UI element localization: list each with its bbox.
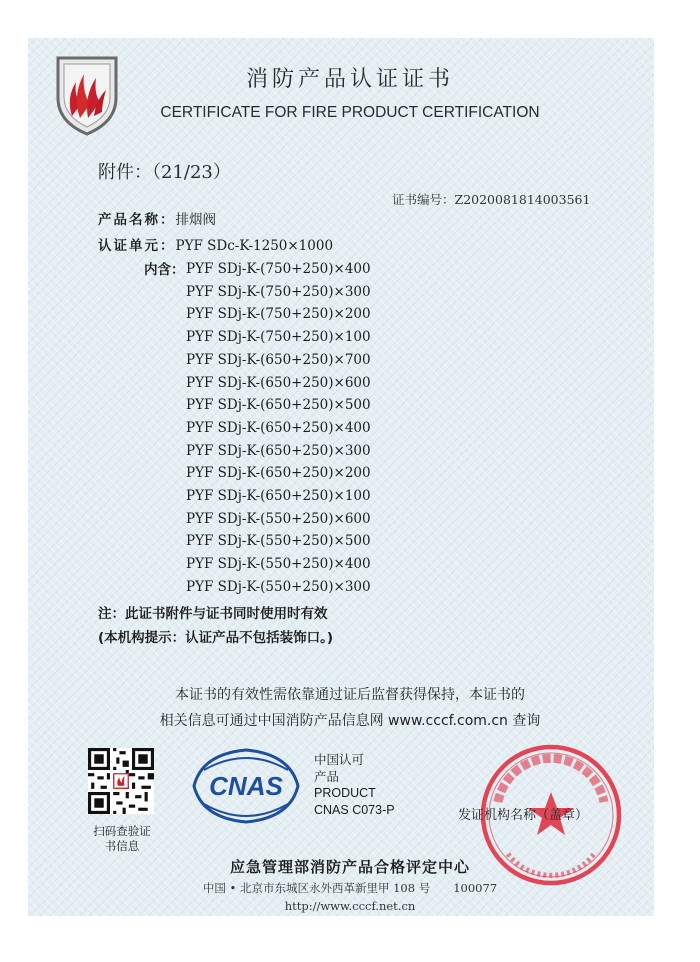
qr-code-icon [88, 748, 154, 814]
address: 中国 • 北京市东城区永外西革新里甲 108 号 100077 [202, 881, 498, 895]
cnas-line-4: CNAS C073-P [314, 802, 395, 817]
product-name-row [98, 208, 216, 228]
list-item: PYF SDj-K-(550+250)×600 [186, 510, 371, 527]
list-item: PYF SDj-K-(750+250)×400 [186, 261, 371, 277]
cnas-line-1: 中国认可 [314, 753, 365, 767]
issuing-organization: 应急管理部消防产品合格评定中心 [229, 858, 470, 876]
list-item: PYF SDj-K-(750+250)×100 [186, 329, 371, 346]
list-item: PYF SDj-K-(550+250)×400 [186, 556, 371, 573]
note-line-2: (本机构提示：认证产品不包括装饰口。) [98, 630, 334, 646]
validity-line-2: 相关信息可通过中国消防产品信息网 www.cccf.com.cn 查询 [159, 713, 541, 729]
product-name-label: 产品名称： [98, 212, 176, 228]
list-item: PYF SDj-K-(550+250)×300 [186, 578, 371, 595]
website-url: http://www.cccf.net.cn [284, 899, 416, 913]
note-line-1: 注：此证书附件与证书同时使用时有效 [98, 606, 328, 622]
list-item: PYF SDj-K-(550+250)×500 [186, 533, 371, 550]
cnas-line-2: 产品 [314, 769, 340, 784]
qr-caption: 扫码查验证书信息 [93, 824, 151, 853]
cert-unit-row [98, 234, 333, 254]
list-item: PYF SDj-K-(650+250)×700 [186, 351, 371, 368]
cert-unit-label: 认证单元： [98, 238, 176, 254]
list-item: PYF SDj-K-(650+250)×600 [186, 374, 371, 391]
contains-label: 内含： [144, 262, 185, 278]
certificate-number-label: 证书编号： [392, 192, 455, 207]
cnas-line-3: PRODUCT [314, 786, 376, 800]
certificate-number [392, 190, 590, 208]
cnas-logo-text: CNAS [209, 771, 283, 801]
list-item: PYF SDj-K-(650+250)×400 [186, 419, 371, 436]
attachment-label: 附件：（21/23） [98, 162, 231, 183]
model-list [186, 258, 371, 599]
validity-line-1: 本证书的有效性需依靠通过证后监督获得保持，本证书的 [175, 687, 525, 703]
list-item: PYF SDj-K-(650+250)×500 [186, 397, 371, 414]
list-item: PYF SDj-K-(750+250)×300 [186, 283, 371, 300]
product-name-value: 排烟阀 [175, 212, 216, 228]
list-item: PYF SDj-K-(650+250)×100 [186, 488, 371, 505]
issuer-label: 发证机构名称（盖章） [458, 808, 589, 823]
cnas-logo-icon [190, 748, 302, 824]
list-item: PYF SDj-K-(650+250)×300 [186, 442, 371, 459]
cnas-accreditation [314, 752, 395, 818]
title-chinese: 消防产品认证证书 [245, 67, 454, 92]
title-english: CERTIFICATE FOR FIRE PRODUCT CERTIFICATION [160, 104, 540, 121]
list-item: PYF SDj-K-(750+250)×200 [186, 306, 371, 323]
list-item: PYF SDj-K-(650+250)×200 [186, 465, 371, 482]
cert-unit-value: PYF SDc-K-1250×1000 [175, 238, 334, 254]
certificate-number-value: Z2020081814003561 [454, 192, 591, 207]
